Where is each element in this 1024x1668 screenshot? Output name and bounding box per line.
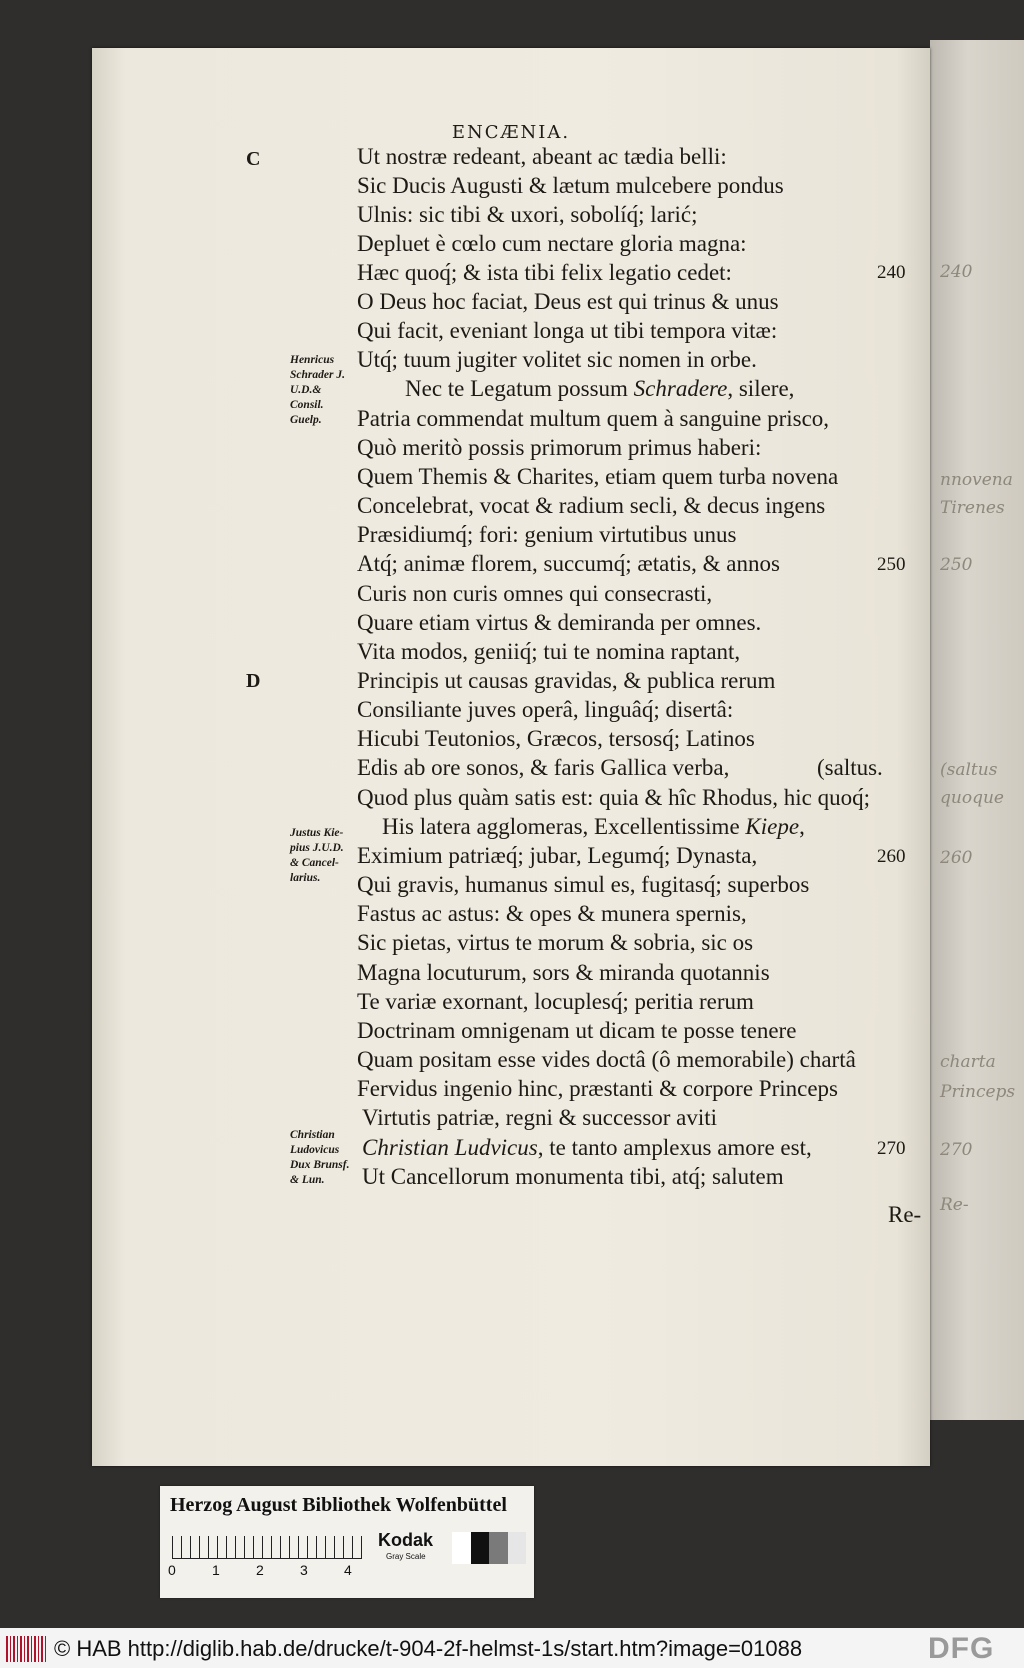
ghost-text: quoque	[940, 788, 1004, 808]
verse-text: His latera agglomeras, Excellentissime	[382, 814, 740, 839]
verse-line: Magna locuturum, sors & miranda quotannis	[357, 960, 770, 985]
library-name: Herzog August Bibliothek Wolfenbüttel	[170, 1494, 507, 1516]
line-number: 270	[877, 1138, 906, 1159]
footer-bar	[0, 1628, 1024, 1668]
verse-line: Consiliante juves operâ, linguâq́; disertâ:	[357, 697, 734, 722]
running-head: ENCÆNIA.	[451, 122, 571, 143]
verse-line: Quod plus quàm satis est: quia & hîc Rhodus, hic quoq́;	[357, 785, 870, 810]
ghost-text: nnovena	[940, 470, 1013, 490]
swatch	[452, 1532, 471, 1564]
line-number: 250	[877, 554, 906, 575]
catchword: Re-	[888, 1202, 922, 1227]
ruler-label: 3	[300, 1562, 308, 1578]
verse-line: Atq́; animæ florem, succumq́; ætatis, & annos	[357, 551, 780, 576]
ghost-text: 240	[940, 262, 973, 282]
ghost-text: 260	[940, 848, 973, 868]
verse-name-italic: Schradere	[633, 376, 728, 401]
verse-text: , te tanto amplexus amore est,	[537, 1135, 812, 1160]
verse-turnover: (saltus.	[817, 755, 883, 780]
next-page-edge	[930, 40, 1024, 1420]
ghost-text: 270	[940, 1140, 973, 1160]
verse-text: , silere,	[727, 376, 795, 401]
verse-line: O Deus hoc faciat, Deus est qui trinus & unus	[357, 289, 779, 314]
verse-line: Ut Cancellorum monumenta tibi, atq́; salutem	[362, 1164, 784, 1189]
line-number: 260	[877, 846, 906, 867]
verse-line: Præsidiumq́; fori: genium virtutibus unus	[357, 522, 737, 547]
ruler-label: 2	[256, 1562, 264, 1578]
verse-line: Quam positam esse vides doctâ (ô memorabile) chartâ	[357, 1047, 856, 1072]
kodak-logo: Kodak	[378, 1530, 434, 1550]
verse-line: Ulnis: sic tibi & uxori, sobolíq́; larić;	[357, 202, 698, 227]
verse-line: Eximium patriæq́; jubar, Legumq́; Dynasta,	[357, 843, 758, 868]
verse-text: Nec te Legatum possum	[405, 376, 628, 401]
verse-line: Vita modos, geniiq́; tui te nomina raptant,	[357, 639, 741, 664]
verse-line: Hicubi Teutonios, Græcos, tersosq́; Latinos	[357, 726, 755, 751]
verse-line: Fastus ac astus: & opes & munera spernis,	[357, 901, 747, 926]
verse-line: Principis ut causas gravidas, & publica rerum	[357, 668, 776, 693]
signature-mark: D	[246, 670, 261, 692]
verse-line: Ut nostræ redeant, abeant ac tædia belli:	[357, 144, 727, 169]
gray-scale-label: Gray Scale	[386, 1552, 426, 1561]
dfg-logo: DFG	[928, 1632, 995, 1665]
verse-line	[405, 376, 794, 402]
margin-note: Henricus Schrader J. U.D.& Consil. Guelp.	[290, 354, 345, 426]
ghost-text: charta	[940, 1052, 996, 1072]
verse-line: Sic pietas, virtus te morum & sobria, sic os	[357, 930, 754, 955]
swatch	[471, 1532, 490, 1564]
verse-name-italic: Christian Ludvicus	[362, 1135, 538, 1160]
line-number: 240	[877, 262, 906, 283]
verse-line: Utq́; tuum jugiter volitet sic nomen in orbe.	[357, 347, 757, 372]
verse-name-italic: Kiepe	[745, 814, 800, 839]
ruler	[172, 1536, 362, 1559]
swatch	[508, 1532, 527, 1564]
verse-line: Quare etiam virtus & demiranda per omnes.	[357, 610, 762, 635]
swatch	[489, 1532, 508, 1564]
verse-line: Edis ab ore sonos, & faris Gallica verba,	[357, 755, 730, 780]
signature-mark: C	[246, 148, 261, 170]
ruler-label: 0	[168, 1562, 176, 1578]
verse-line: Hæc quoq́; & ista tibi felix legatio cedet:	[357, 260, 732, 285]
verse-line: Qui gravis, humanus simul es, fugitasq́; superbos	[357, 872, 810, 897]
verse-line: Virtutis patriæ, regni & successor aviti	[362, 1105, 718, 1130]
hab-logo-icon	[6, 1636, 46, 1662]
verse-line: Quò meritò possis primorum primus haberi:	[357, 435, 762, 460]
ghost-text: (saltus	[940, 760, 998, 780]
verse-line: Curis non curis omnes qui consecrasti,	[357, 581, 713, 606]
margin-note: Christian Ludovicus Dux Brunsf. & Lun.	[290, 1129, 350, 1186]
verse-line: Quem Themis & Charites, etiam quem turba novena	[357, 464, 839, 489]
gray-swatches	[452, 1532, 526, 1564]
verse-line: Qui facit, eveniant longa ut tibi tempora vitæ:	[357, 318, 778, 343]
verse-line: Fervidus ingenio hinc, præstanti & corpore Princeps	[357, 1076, 839, 1101]
margin-note: Justus Kie- pius J.U.D. & Cancel- larius.	[290, 827, 344, 884]
book-page	[92, 48, 930, 1466]
ghost-text: Princeps	[940, 1082, 1016, 1102]
verse-line	[382, 814, 805, 840]
verse-line: Concelebrat, vocat & radium secli, & decus ingens	[357, 493, 826, 518]
ghost-text: Tirenes	[940, 498, 1005, 518]
verse-line: Depluet è cœlo cum nectare gloria magna:	[357, 231, 747, 256]
verse-line	[362, 1135, 812, 1161]
copyright-link[interactable]: © HAB http://diglib.hab.de/drucke/t-904-2f-helmst-1s/start.htm?image=01088	[54, 1636, 803, 1661]
verse-line: Te variæ exornant, locuplesq́; peritia rerum	[357, 989, 754, 1014]
scale-card	[160, 1486, 534, 1598]
ghost-text: Re-	[940, 1195, 969, 1215]
ruler-label: 4	[344, 1562, 352, 1578]
ghost-text: 250	[940, 555, 973, 575]
verse-text: ,	[799, 814, 805, 839]
verse-line: Doctrinam omnigenam ut dicam te posse tenere	[357, 1018, 797, 1043]
ruler-label: 1	[212, 1562, 220, 1578]
verse-line: Sic Ducis Augusti & lætum mulcebere pondus	[357, 173, 784, 198]
verse-line: Patria commendat multum quem à sanguine prisco,	[357, 406, 830, 431]
